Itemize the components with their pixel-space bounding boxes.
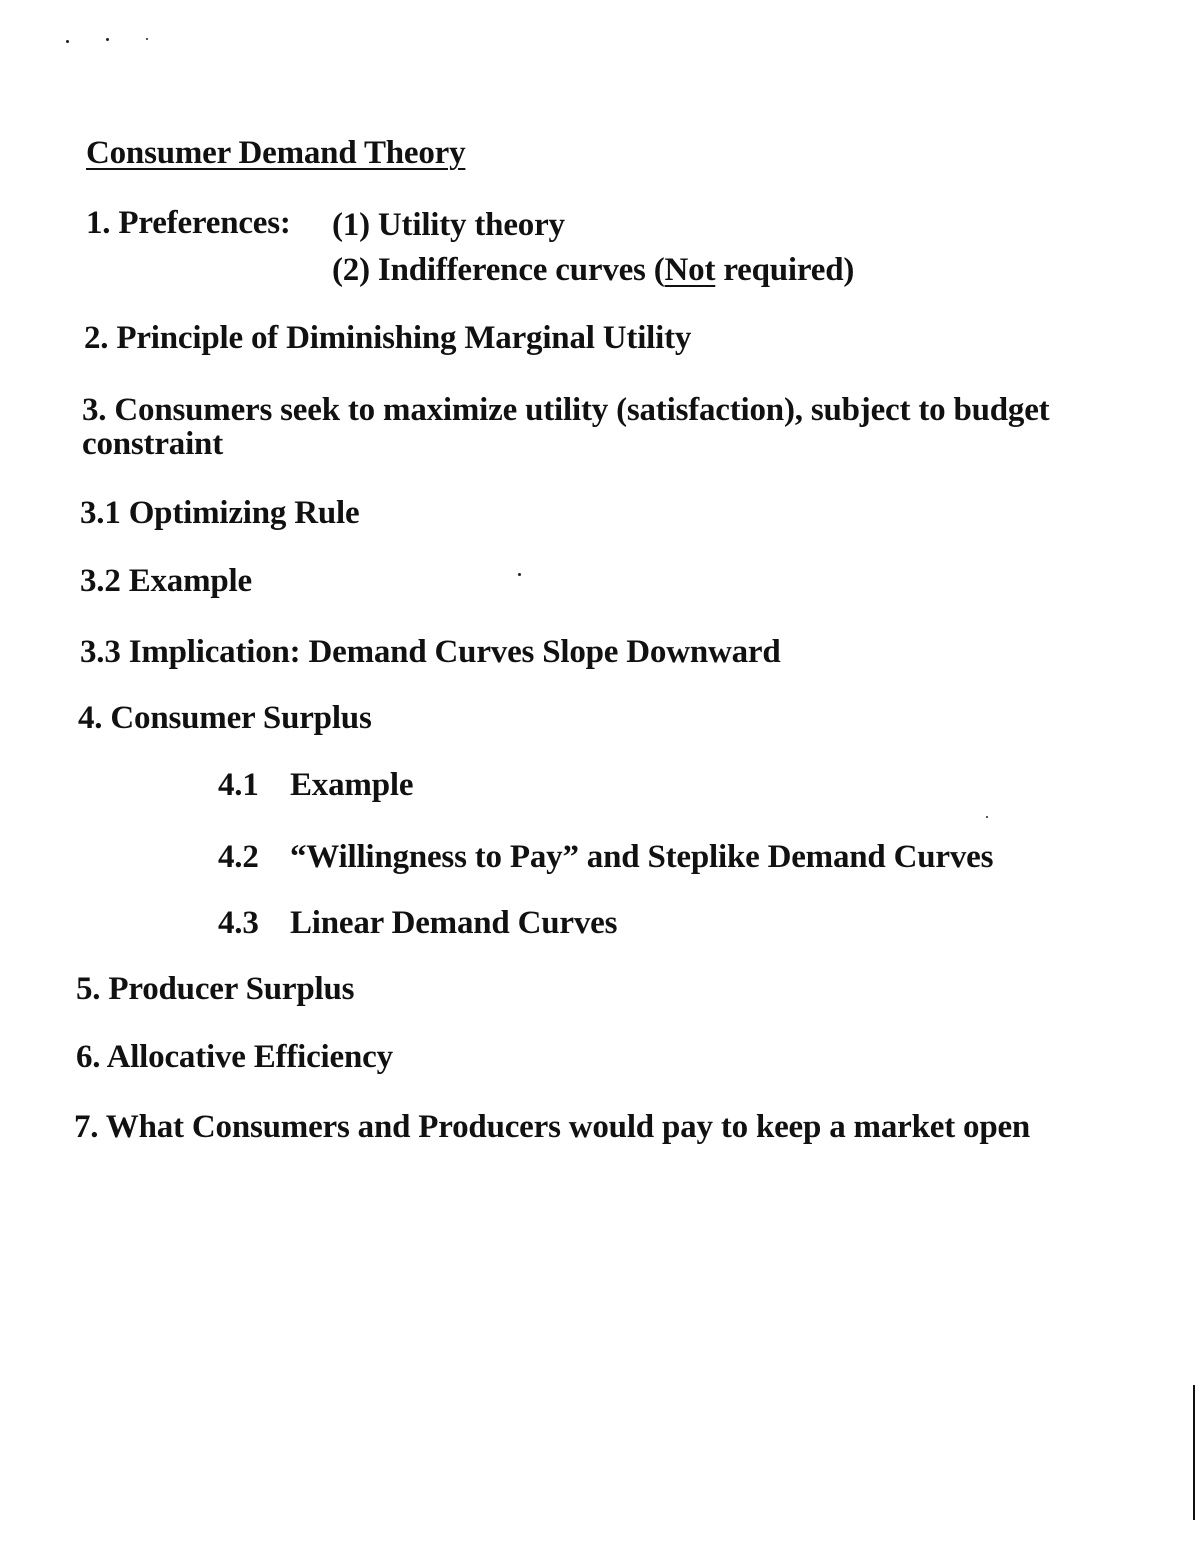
- item-4-1-number: 4.1: [218, 767, 259, 803]
- item-4-3-text: Linear Demand Curves: [290, 905, 618, 941]
- item-7: 7. What Consumers and Producers would pay to keep a market open: [74, 1109, 1031, 1145]
- document-title: Consumer Demand Theory: [86, 135, 466, 171]
- item-1-sub-2: [332, 251, 854, 289]
- item-4-1-text: Example: [290, 767, 414, 803]
- item-2: 2. Principle of Diminishing Marginal Utility: [84, 320, 692, 356]
- item-6: 6. Allocative Efficiency: [76, 1039, 393, 1075]
- scan-speck: [66, 40, 69, 43]
- item-4-3-number: 4.3: [218, 905, 259, 941]
- item-5: 5. Producer Surplus: [76, 971, 355, 1007]
- item-1-sub-2-start: (2) Indifference curves (: [332, 252, 665, 288]
- scan-edge-line: [1193, 1385, 1195, 1520]
- item-1-sub-1: (1) Utility theory: [332, 207, 565, 243]
- item-3-1: 3.1 Optimizing Rule: [80, 495, 360, 531]
- item-3-2: 3.2 Example: [80, 563, 252, 599]
- item-4-1: [218, 766, 413, 804]
- item-3-line-2: constraint: [82, 426, 223, 462]
- scan-speck: [146, 38, 148, 40]
- item-3-3: 3.3 Implication: Demand Curves Slope Downward: [80, 634, 781, 670]
- scan-speck: [518, 573, 521, 576]
- scan-speck: [986, 816, 988, 818]
- item-1-sub-2-emphasis: Not: [664, 252, 716, 288]
- item-1-label: 1. Preferences:: [86, 205, 291, 241]
- item-4: 4. Consumer Surplus: [78, 700, 372, 736]
- scan-speck: [106, 38, 109, 41]
- item-1-sub-2-end: required): [715, 252, 855, 288]
- item-4-2: [218, 838, 993, 876]
- item-4-3: [218, 904, 617, 942]
- item-4-2-number: 4.2: [218, 839, 259, 875]
- item-4-2-text: “Willingness to Pay” and Steplike Demand Curves: [290, 839, 994, 875]
- item-3-line-1: 3. Consumers seek to maximize utility (satisfaction), subject to budget: [82, 392, 1050, 428]
